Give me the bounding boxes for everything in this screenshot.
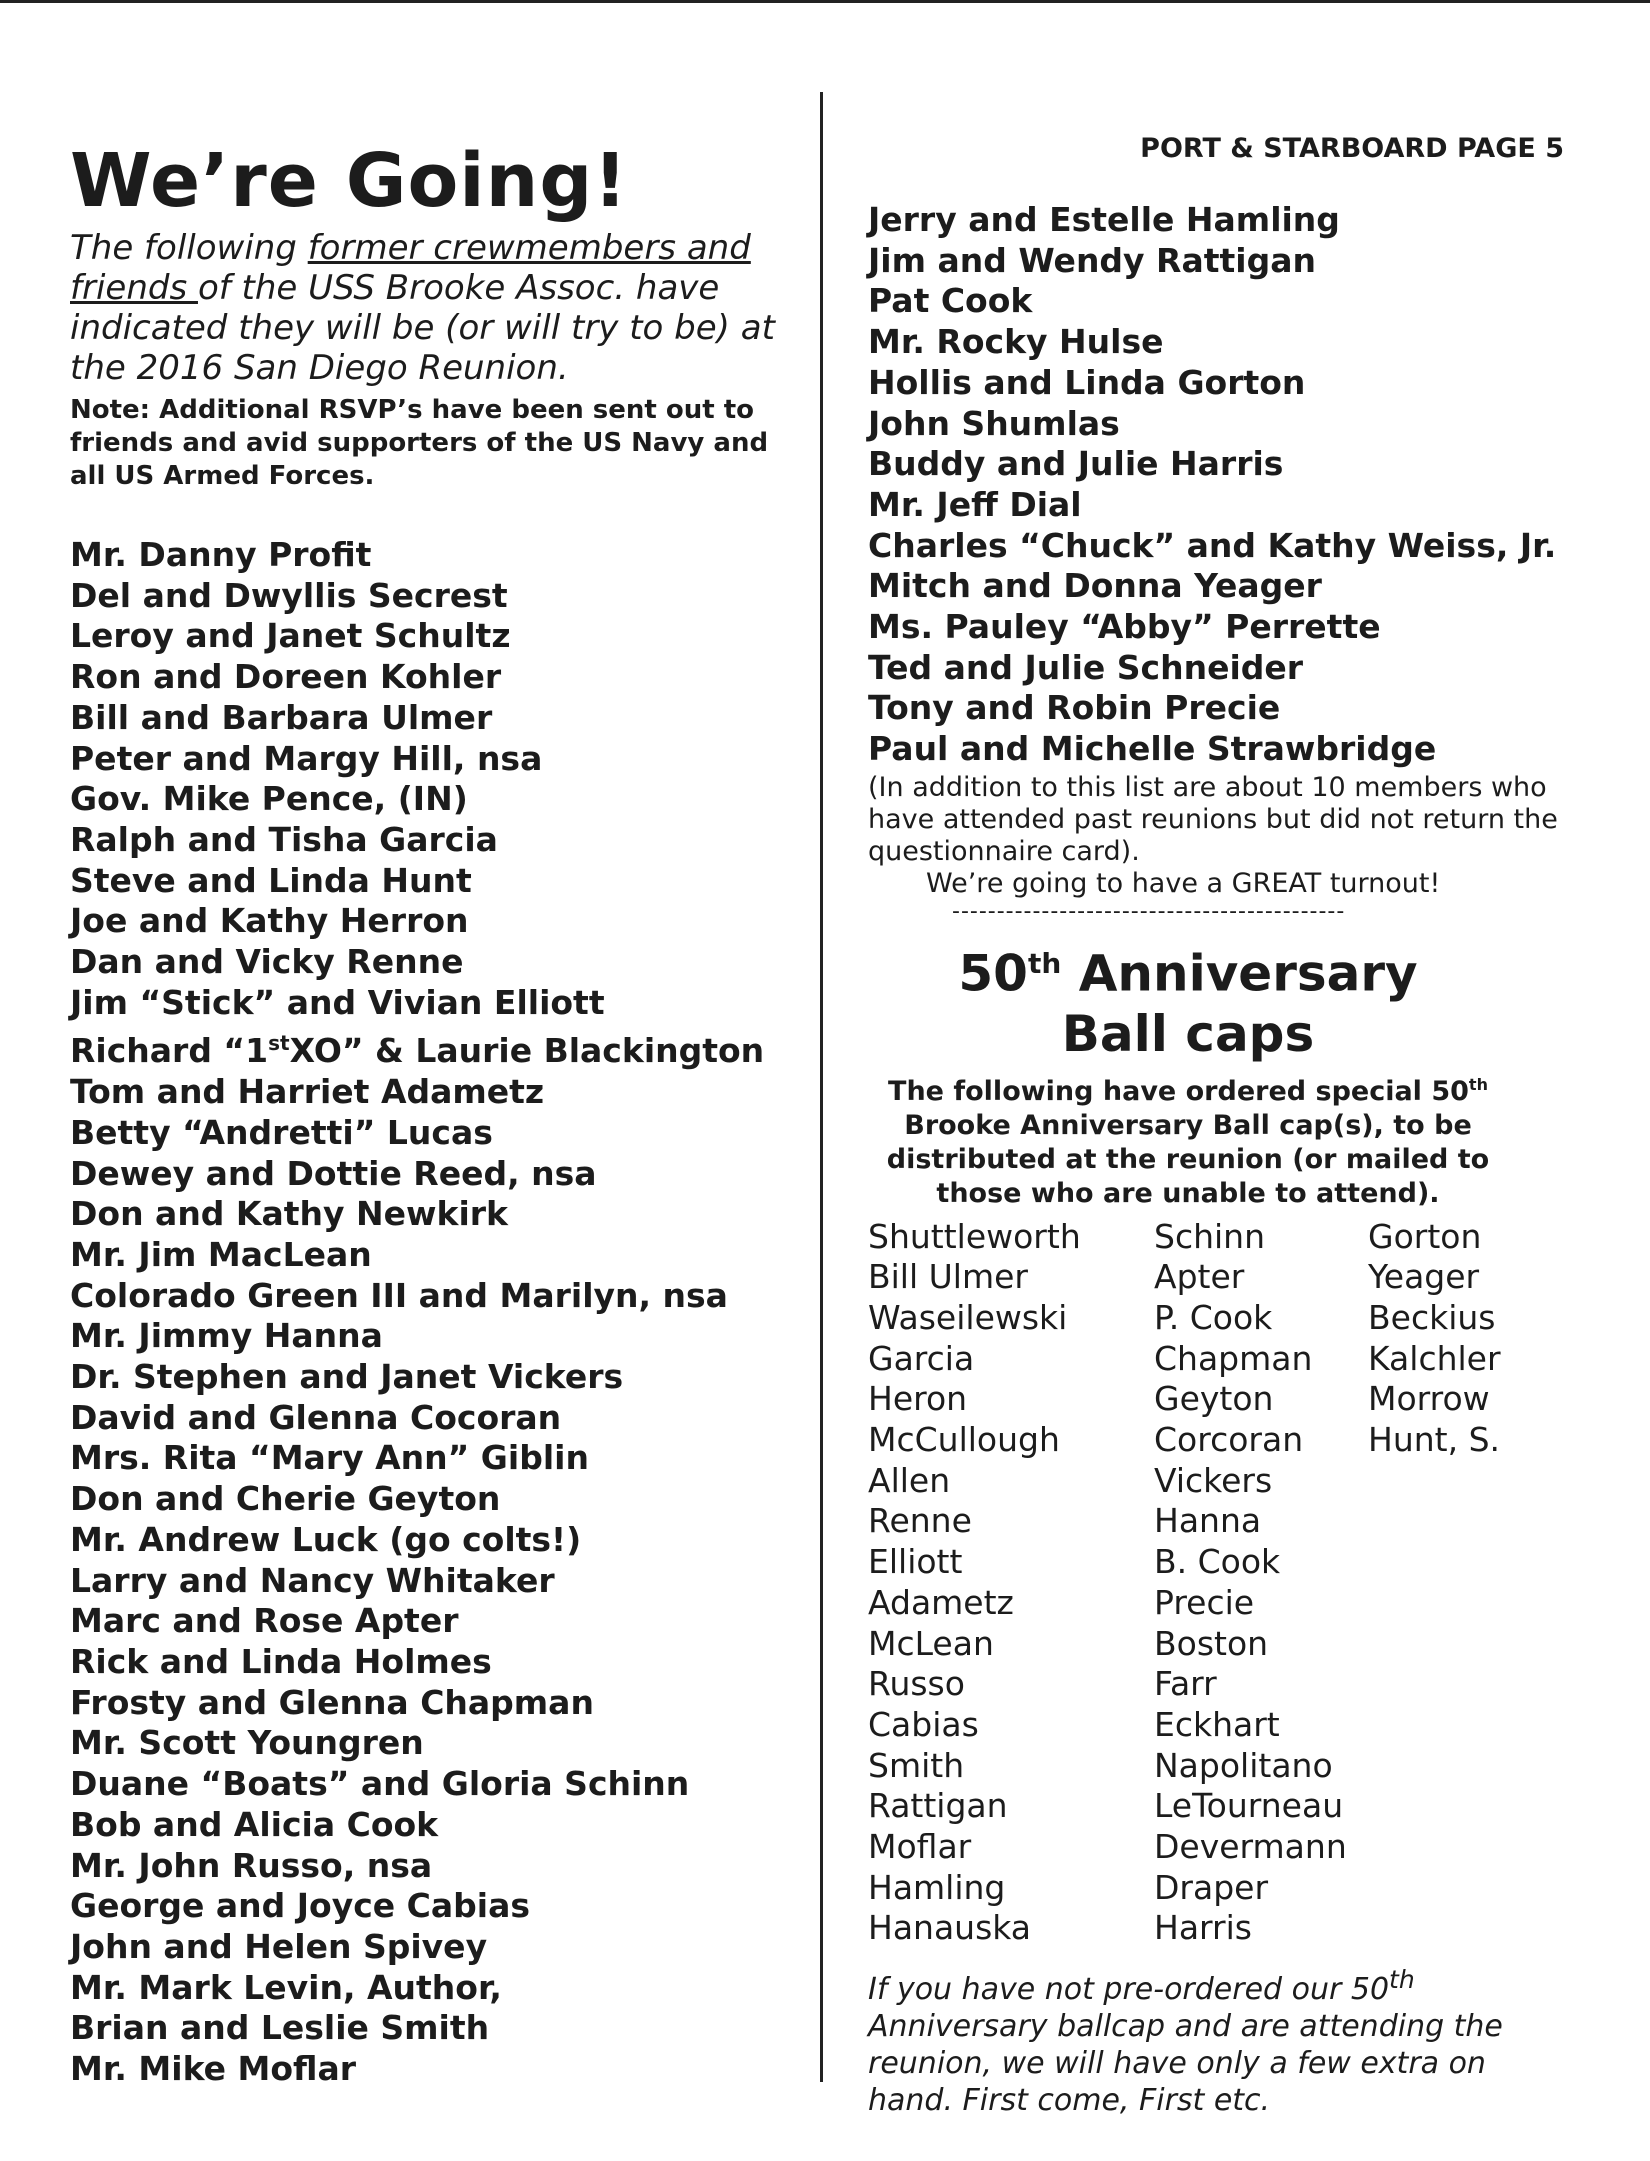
ballcap-name: Boston [1154, 1623, 1269, 1663]
top-rule [0, 0, 1650, 3]
attendee-name: Dan and Vicky Renne [70, 942, 464, 982]
attendee-name: Ted and Julie Schneider [868, 647, 1304, 687]
ballcap-name: P. Cook [1154, 1297, 1273, 1337]
ballcap-column-2 [1154, 1217, 1347, 1950]
turnout-text: We’re going to have a GREAT turnout! [926, 867, 1441, 899]
intro-underlined: former crewmembers and friends [70, 228, 751, 308]
footer-pre: If you have not pre-ordered our 50 [868, 1971, 1390, 2007]
page-title: We’re Going! [70, 138, 629, 224]
attendee-name: Steve and Linda Hunt [70, 860, 472, 900]
attendee-name: Larry and Nancy Whitaker [70, 1560, 555, 1600]
attendee-name: Rick and Linda Holmes [70, 1641, 492, 1681]
ballcap-name: Waseilewski [868, 1297, 1068, 1337]
ballcap-name: Beckius [1368, 1297, 1496, 1337]
attendee-name: David and Glenna Cocoran [70, 1397, 562, 1437]
attendee-name: Ralph and Tisha Garcia [70, 819, 498, 859]
ballcap-name: Kalchler [1368, 1338, 1501, 1378]
ballcap-name: McCullough [868, 1420, 1060, 1460]
ballcap-name: Schinn [1154, 1216, 1266, 1256]
ballcap-name: Draper [1154, 1867, 1269, 1907]
ballcap-name: Farr [1154, 1664, 1217, 1704]
rsvp-note: Note: Additional RSVP’s have been sent out to friends and avid supporters of the US Navy and all US Armed Forces. [70, 395, 769, 491]
intro-paragraph [70, 228, 800, 388]
attendee-name: Joe and Kathy Herron [70, 901, 469, 941]
ballcap-name: Russo [868, 1664, 965, 1704]
attendee-name: Duane “Boats” and Gloria Schinn [70, 1764, 690, 1804]
ballcap-name: Allen [868, 1460, 951, 1500]
attendee-name: Mr. Jimmy Hanna [70, 1316, 383, 1356]
right-column [868, 130, 1598, 2119]
ballcap-names-grid [868, 1217, 1598, 1957]
attendee-name: Jerry and Estelle Hamling [868, 200, 1340, 239]
attendee-name: Don and Kathy Newkirk [70, 1194, 508, 1234]
ballcap-name: Apter [1154, 1257, 1245, 1297]
ballcap-name: Hanna [1154, 1501, 1262, 1541]
attendee-name: Marc and Rose Apter [70, 1601, 459, 1641]
ballcap-name: Geyton [1154, 1379, 1274, 1419]
footer-sup: th [1389, 1964, 1415, 1994]
left-column [70, 140, 800, 2090]
ballcap-name: McLean [868, 1623, 994, 1663]
intro-post: of the USS Brooke Assoc. have indicated they will be (or will try to be) at the 2016 San Diego Reunion. [70, 268, 775, 388]
ballcap-name: Renne [868, 1501, 972, 1541]
attendee-name: Mitch and Donna Yeager [868, 566, 1322, 606]
attendee-name: George and Joyce Cabias [70, 1886, 531, 1926]
ballcap-name: Heron [868, 1379, 968, 1419]
attendee-name: Del and Dwyllis Secrest [70, 575, 508, 615]
attendee-list-right [868, 200, 1598, 770]
intro-pre: The following [70, 228, 308, 268]
ballcap-name: Smith [868, 1745, 965, 1785]
anniv-rest: Anniversary [1061, 944, 1418, 1003]
ballcap-column-3 [1368, 1217, 1501, 1461]
attendee-name: Pat Cook [868, 281, 1033, 321]
attendee-name: Dewey and Dottie Reed, nsa [70, 1153, 597, 1193]
attendee-name: John Shumlas [868, 403, 1120, 443]
attendee-name: Bill and Barbara Ulmer [70, 697, 493, 737]
attendee-name: Mr. Mark Levin, Author, [70, 1967, 502, 2007]
ballcap-name: Hanauska [868, 1908, 1032, 1948]
attendee-name: Mr. Scott Youngren [70, 1723, 424, 1763]
capdesc-post: Brooke Anniversary Ball cap(s), to be distributed at the reunion (or mailed to those who are unable to attend). [886, 1109, 1490, 1209]
ballcap-name: Rattigan [868, 1786, 1008, 1826]
attendee-name: Charles “Chuck” and Kathy Weiss, Jr. [868, 525, 1557, 565]
ballcap-footer-note [868, 1961, 1568, 2119]
attendee-name: Jim and Wendy Rattigan [868, 240, 1316, 280]
ballcap-name: Bill Ulmer [868, 1257, 1028, 1297]
addition-note: (In addition to this list are about 10 members who have attended past reunions but did not return the questionnaire card). [868, 771, 1558, 867]
footer-post: Anniversary ballcap and are attending the reunion, we will have only a few extra on hand. First come, First etc. [868, 2008, 1503, 2118]
attendee-name: Ron and Doreen Kohler [70, 657, 502, 697]
attendee-name: Don and Cherie Geyton [70, 1479, 501, 1519]
ballcap-name: Cabias [868, 1704, 979, 1744]
ballcap-name: Hunt, S. [1368, 1420, 1500, 1460]
attendee-name: Ms. Pauley “Abby” Perrette [868, 607, 1381, 647]
anniv-sup: th [1027, 946, 1062, 980]
ballcap-name: Elliott [868, 1542, 963, 1582]
ballcap-name: B. Cook [1154, 1542, 1281, 1582]
attendee-name: Mr. John Russo, nsa [70, 1845, 433, 1885]
attendee-name: Mr. Rocky Hulse [868, 322, 1164, 362]
attendee-name: Mr. Andrew Luck (go colts!) [70, 1519, 582, 1559]
ballcap-name: Vickers [1154, 1460, 1273, 1500]
column-divider [820, 92, 823, 2082]
ballcap-name: Corcoran [1154, 1420, 1304, 1460]
attendee-name: Dr. Stephen and Janet Vickers [70, 1357, 624, 1397]
attendee-name: Peter and Margy Hill, nsa [70, 738, 543, 778]
attendee-name: Richard “1stXO” & Laurie Blackington [70, 1031, 765, 1071]
capdesc-pre: The following have ordered special 50 [888, 1075, 1469, 1107]
ballcap-name: Chapman [1154, 1338, 1313, 1378]
attendee-name: Betty “Andretti” Lucas [70, 1112, 493, 1152]
ballcap-name: Adametz [868, 1582, 1014, 1622]
ballcap-name: Morrow [1368, 1379, 1490, 1419]
ballcap-column-1 [868, 1217, 1081, 1950]
ballcap-name: Harris [1154, 1908, 1252, 1948]
capdesc-sup: th [1468, 1074, 1488, 1094]
attendee-name: Mr. Jeff Dial [868, 484, 1082, 524]
attendee-name: Paul and Michelle Strawbridge [868, 729, 1437, 769]
attendee-name: John and Helen Spivey [70, 1926, 488, 1966]
anniv-num: 50 [958, 944, 1028, 1003]
attendee-list-left [70, 535, 800, 2090]
attendee-name: Colorado Green III and Marilyn, nsa [70, 1275, 728, 1315]
ballcap-name: Hamling [868, 1867, 1006, 1907]
attendee-name: Mr. Jim MacLean [70, 1234, 372, 1274]
anniv-line2: Ball caps [1061, 1004, 1315, 1063]
ballcap-name: Devermann [1154, 1827, 1347, 1867]
ballcap-name: Eckhart [1154, 1704, 1280, 1744]
attendee-name: Buddy and Julie Harris [868, 444, 1284, 484]
anniversary-heading [868, 934, 1508, 1064]
ballcap-name: Yeager [1368, 1257, 1480, 1297]
attendee-name: Mr. Mike Moflar [70, 2049, 357, 2089]
ballcap-name: Precie [1154, 1582, 1255, 1622]
page-header: PORT & STARBOARD PAGE 5 [1140, 133, 1564, 164]
ballcap-name: Gorton [1368, 1216, 1482, 1256]
attendee-name: Jim “Stick” and Vivian Elliott [70, 982, 605, 1022]
attendee-name: Gov. Mike Pence, (IN) [70, 779, 468, 819]
attendee-name: Tony and Robin Precie [868, 688, 1281, 728]
attendee-name: Hollis and Linda Gorton [868, 362, 1306, 402]
ballcap-name: Garcia [868, 1338, 975, 1378]
attendee-name: Mr. Danny Profit [70, 535, 372, 574]
ballcap-name: LeTourneau [1154, 1786, 1344, 1826]
attendee-name: Tom and Harriet Adametz [70, 1072, 545, 1112]
ballcap-name: Napolitano [1154, 1745, 1333, 1785]
dashed-separator: -------------------------------------------- [952, 898, 1346, 924]
ballcap-description [868, 1068, 1508, 1211]
attendee-name: Frosty and Glenna Chapman [70, 1682, 594, 1722]
attendee-name: Brian and Leslie Smith [70, 2008, 490, 2048]
ballcap-name: Shuttleworth [868, 1216, 1081, 1256]
attendee-name: Leroy and Janet Schultz [70, 616, 511, 656]
attendee-name: Mrs. Rita “Mary Ann” Giblin [70, 1438, 589, 1478]
ballcap-name: Moflar [868, 1827, 972, 1867]
attendee-name: Bob and Alicia Cook [70, 1804, 439, 1844]
